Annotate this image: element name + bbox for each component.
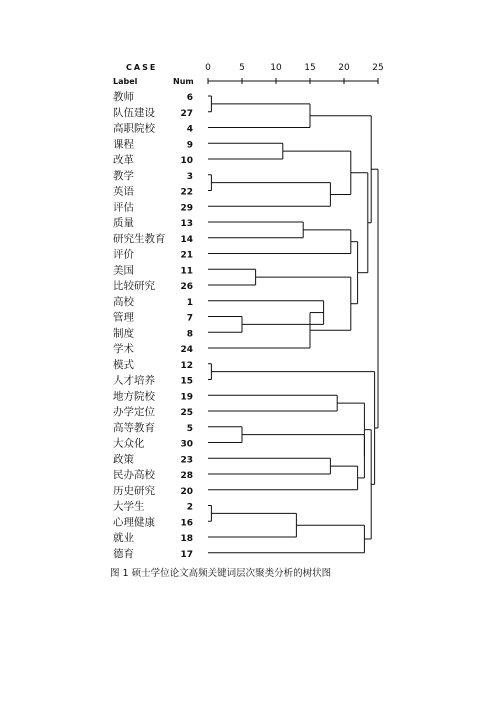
leaf-label: 改革 <box>113 154 134 166</box>
leaf-label: 政策 <box>113 453 134 466</box>
leaf-label: 高校 <box>113 295 134 308</box>
leaf-label: 办学定位 <box>113 406 155 418</box>
leaf-label: 历史研究 <box>113 484 155 497</box>
num-column-header: Num <box>173 77 194 86</box>
leaf-label: 心理健康 <box>113 516 155 529</box>
leaf-label: 队伍建设 <box>113 106 155 119</box>
leaf-number: 15 <box>180 376 193 387</box>
leaf-number: 23 <box>180 455 193 466</box>
leaf-label: 地方院校 <box>113 390 155 403</box>
leaf-label: 美国 <box>113 264 134 277</box>
leaf-number: 26 <box>180 282 193 292</box>
leaf-label: 管理 <box>113 311 134 324</box>
scale-tick-label: 20 <box>338 63 350 73</box>
leaf-label: 英语 <box>113 185 134 198</box>
leaf-label: 制度 <box>113 327 134 340</box>
scale-tick-label: 5 <box>239 63 245 73</box>
leaf-number: 16 <box>180 518 193 529</box>
leaf-label: 民办高校 <box>113 469 155 481</box>
leaf-number: 8 <box>186 329 193 340</box>
leaf-label: 评估 <box>113 201 134 214</box>
leaf-number: 1 <box>186 297 193 308</box>
leaf-number: 17 <box>180 549 193 560</box>
leaf-number: 7 <box>186 313 193 324</box>
leaf-number: 21 <box>180 250 193 261</box>
case-header: CASE <box>126 63 158 72</box>
figure-caption: 图 1 硕士学位论文高频关键词层次聚类分析的树状图 <box>110 568 332 579</box>
distance-scale-axis <box>208 78 378 84</box>
scale-tick-label: 25 <box>372 63 384 73</box>
leaf-number: 10 <box>180 156 193 166</box>
leaf-label: 人才培养 <box>113 374 155 387</box>
label-column-header: Label <box>113 77 138 86</box>
leaf-number: 25 <box>180 408 193 418</box>
leaf-number: 14 <box>180 234 193 245</box>
leaf-number: 28 <box>180 471 193 481</box>
leaf-label: 教师 <box>113 91 134 103</box>
leaf-number: 6 <box>186 93 193 103</box>
leaf-number: 13 <box>180 219 193 229</box>
leaf-number: 9 <box>186 140 193 151</box>
leaf-number: 29 <box>180 203 193 214</box>
leaf-number: 19 <box>180 392 193 403</box>
leaf-number-column <box>180 93 193 560</box>
leaf-label: 质量 <box>113 217 134 229</box>
leaf-number: 2 <box>186 502 193 513</box>
leaf-number: 11 <box>180 266 193 277</box>
leaf-number: 18 <box>180 534 193 544</box>
leaf-number: 30 <box>180 439 193 450</box>
leaf-number: 20 <box>180 486 193 497</box>
leaf-label: 高职院校 <box>113 122 155 135</box>
leaf-label: 课程 <box>113 138 134 151</box>
leaf-number: 12 <box>180 360 193 371</box>
distance-scale-labels <box>205 63 384 73</box>
scale-tick-label: 15 <box>304 63 316 73</box>
leaf-label: 比较研究 <box>113 280 155 292</box>
leaf-number: 22 <box>180 187 193 198</box>
leaf-label-column <box>113 90 166 560</box>
leaf-label: 大众化 <box>113 437 145 450</box>
dendrogram-tree <box>208 96 378 553</box>
leaf-label: 模式 <box>113 358 134 371</box>
leaf-label: 教学 <box>113 169 134 182</box>
scale-tick-label: 0 <box>205 63 211 73</box>
leaf-label: 高等教育 <box>113 421 155 434</box>
leaf-number: 5 <box>186 423 193 434</box>
leaf-number: 3 <box>186 171 193 182</box>
leaf-label: 评价 <box>113 248 134 261</box>
leaf-number: 4 <box>186 124 193 135</box>
leaf-label: 大学生 <box>113 500 145 513</box>
leaf-label: 德育 <box>113 547 134 560</box>
leaf-number: 24 <box>180 345 193 355</box>
leaf-label: 就业 <box>113 532 134 544</box>
scale-tick-label: 10 <box>270 63 282 73</box>
leaf-label: 学术 <box>113 343 134 355</box>
leaf-number: 27 <box>180 108 193 119</box>
leaf-label: 研究生教育 <box>113 232 166 245</box>
